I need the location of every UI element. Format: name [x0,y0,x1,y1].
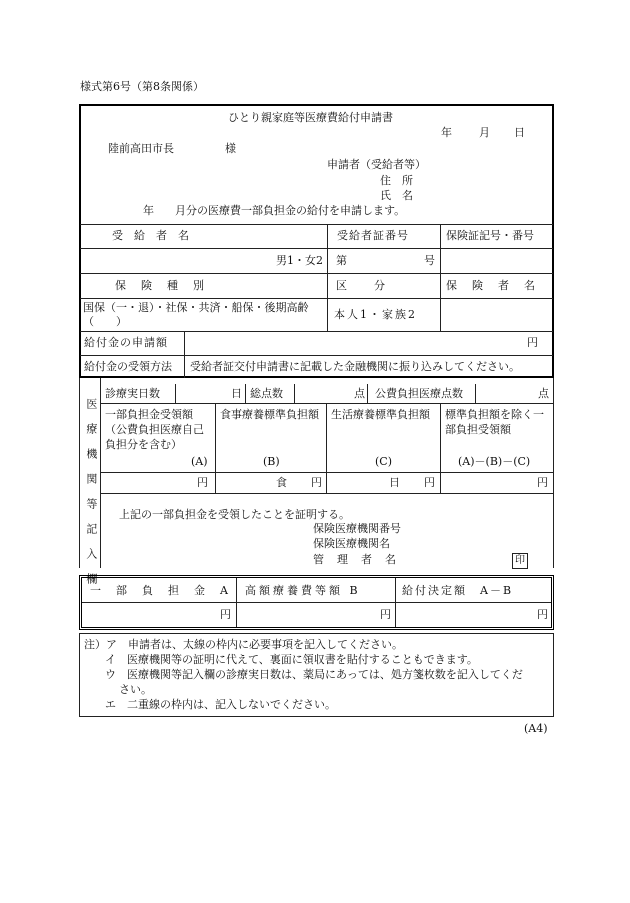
form-title: ひとり親家庭等医療費給付申請書 [228,111,393,124]
note-c: ウ 医療機関等記入欄の診療実日数は、薬局にあっては、処方箋枚数を記入してくだ [105,668,523,681]
insurance-type-header: 保 険 種 別 [115,279,206,292]
high-cost-header: 高額療養費等額 B [245,584,361,597]
recipient-cert-header: 受給者証番号 [337,229,409,242]
gender-options[interactable]: 男1・女2 [276,254,323,267]
col-d-header: 標準負担額を除く一部負担受領額 [445,408,544,436]
medical-side-label: 医療機関等記入欄 [84,398,98,598]
days-label: 診療実日数 [105,387,160,400]
addressee-suffix: 様 [225,142,236,155]
paper-size: (A4) [524,722,548,735]
public-points-unit: 点 [538,387,549,400]
high-cost-yen: 円 [380,608,391,621]
decision-header: 給付決定額 A－B [402,584,514,597]
note-b: イ 医療機関等の証明に代えて、裏面に領収書を貼付することもできます。 [105,653,478,666]
recipient-name-header: 受 給 者 名 [112,229,189,242]
apply-amount-label: 給付金の申請額 [84,336,168,349]
apply-text: 月分の医療費一部負担金の給付を申請します。 [175,204,406,217]
addressee: 陸前高田市長 [108,142,174,155]
public-points-label: 公費負担医療点数 [375,387,463,400]
insurance-options[interactable]: 国保（一・退）・社保・共済・船保・後期高齢 [83,301,309,314]
category-options[interactable]: 本人1・家族2 [334,308,417,321]
date-year-label: 年 [441,126,452,139]
col-a-mark: (A) [191,455,208,468]
col-a-header: 一部負担金受領額（公費負担医療自己負担分を含む） [105,408,204,451]
col-b-header: 食事療養標準負担額 [220,408,319,421]
partial-burden-yen: 円 [220,608,231,621]
inst-name-label: 保険医療機関名 [313,537,390,550]
name-label: 氏 名 [380,189,413,202]
points-unit: 点 [354,387,365,400]
col-b-unit: 円 [311,476,322,489]
decision-yen: 円 [537,608,548,621]
apply-amount-yen: 円 [527,336,538,349]
receipt-method-label: 給付金の受領方法 [84,360,172,373]
note-c-cont: さい。 [119,683,152,696]
col-b-mark: (B) [263,455,280,468]
cert-no-prefix: 第 [336,254,347,267]
manager-label: 管 理 者 名 [313,553,397,566]
date-day-label: 日 [514,126,525,139]
seal-mark: 印 [512,553,528,569]
apply-year-label: 年 [143,204,154,217]
address-label: 住 所 [380,174,413,187]
note-d: エ 二重線の枠内は、記入しないでください。 [105,698,336,711]
col-b-meal-unit: 食 [276,476,287,489]
certify-text: 上記の一部負担金を受領したことを証明する。 [119,508,350,521]
inst-no-label: 保険医療機関番号 [313,522,401,535]
col-c-day-unit: 日 [389,476,400,489]
col-d-unit: 円 [537,476,548,489]
insurer-header: 保 険 者 名 [446,279,537,292]
cert-no-suffix: 号 [424,254,435,267]
category-header: 区 分 [336,279,393,292]
col-a-unit: 円 [197,476,208,489]
col-c-unit: 円 [424,476,435,489]
col-c-mark: (C) [375,455,392,468]
col-c-header: 生活療養標準負担額 [331,408,430,421]
partial-burden-header: 一 部 負 担 金 A [90,584,230,597]
form-number: 様式第6号（第8条関係） [80,80,204,93]
date-month-label: 月 [479,126,490,139]
note-a: 注）ア 申請者は、太線の枠内に必要事項を記入してください。 [84,638,403,651]
insurance-options-other[interactable]: （ ） [83,315,127,328]
col-d-mark: (A)－(B)－(C) [458,455,531,468]
receipt-method-text: 受給者証交付申請書に記載した金融機関に振り込みしてください。 [190,360,520,373]
days-unit: 日 [231,387,242,400]
applicant-label: 申請者（受給者等） [327,158,426,171]
points-label: 総点数 [250,387,283,400]
insurance-card-header: 保険証記号・番号 [446,229,534,242]
